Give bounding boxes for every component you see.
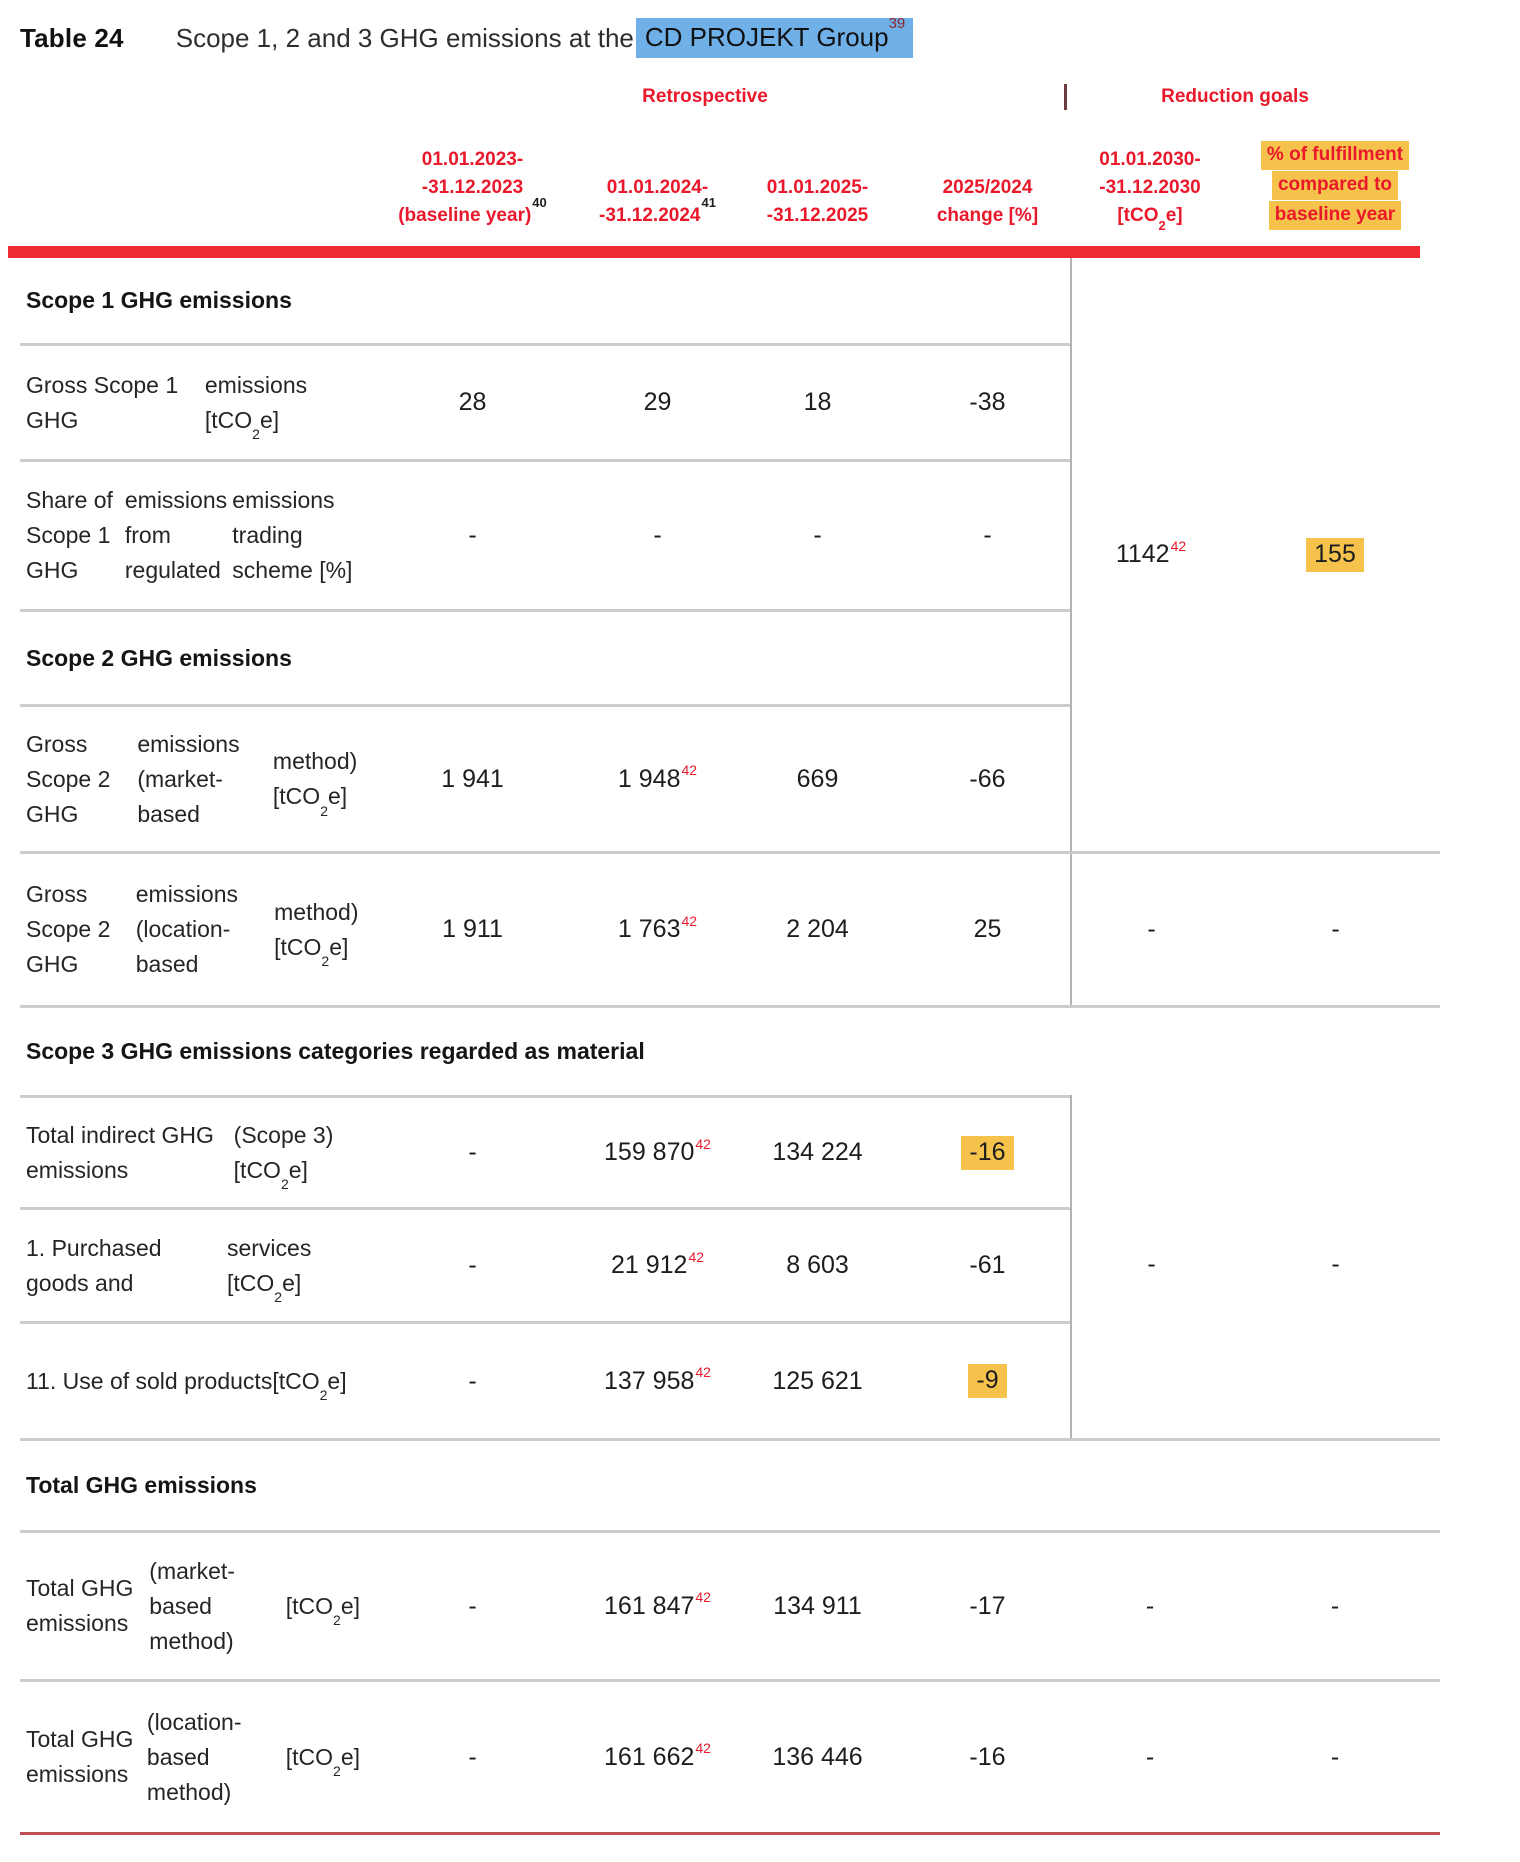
value-change: -66 xyxy=(969,764,1006,793)
value-2025: 134 224 xyxy=(772,1138,863,1166)
section-row-scope2 xyxy=(20,609,1440,704)
value-2024: 137 958 $^{42}$ xyxy=(604,1364,711,1395)
table-row-sold-products xyxy=(20,1321,1440,1438)
column-header-fulfillment: % of fulfillment compared to baseline year xyxy=(1230,140,1440,230)
value-change: -61 xyxy=(969,1251,1006,1279)
table-caption xyxy=(20,15,1500,58)
table-title-highlight: CD PROJEKT Group$^{39}$ xyxy=(636,18,913,58)
header-separator-bar xyxy=(8,246,1420,258)
goal-fulfillment-value: - xyxy=(1330,1591,1340,1620)
header-group-divider xyxy=(1064,84,1067,110)
value-2023: 1 941 xyxy=(441,764,504,793)
value-change: 25 xyxy=(973,915,1002,943)
table-row-total-location xyxy=(20,1679,1440,1832)
value-change-highlighted: -16 xyxy=(905,1098,1070,1207)
section-row-scope1 xyxy=(20,258,1440,343)
table-row-gross-scope2-location xyxy=(20,851,1440,1005)
goal-2030-value: - xyxy=(1145,1742,1155,1771)
row-label: Gross Scope 1 GHG emissions [tCO$_2$e] xyxy=(26,371,308,443)
column-header-2030: 01.01.2030- -31.12.2030 [tCO$_2$e] xyxy=(1099,149,1201,233)
value-2025: 18 xyxy=(803,388,832,416)
goal-2030-value: - xyxy=(1145,1591,1155,1620)
goal-fulfillment-value: - xyxy=(1331,915,1340,943)
table-row-total-market xyxy=(20,1530,1440,1679)
value-2024: 159 870 $^{42}$ xyxy=(604,1135,711,1166)
value-2024: 1 948 $^{42}$ xyxy=(617,762,698,793)
table-row-gross-scope2-market xyxy=(20,704,1440,851)
value-change: -38 xyxy=(969,388,1006,416)
row-label: Total GHG emissions (location-based method) [tCO$_2$e] xyxy=(26,1708,360,1805)
value-2023: 28 xyxy=(458,388,487,416)
footnote-39: 39 xyxy=(888,15,906,33)
value-2025: 2 204 xyxy=(786,915,849,943)
value-2025: 669 xyxy=(796,764,839,793)
goal-2030-value: 1142 $^{42}$ xyxy=(1115,537,1187,568)
row-label: Gross Scope 2 GHG emissions (market-based method) [tCO$_2$e] xyxy=(26,730,358,827)
value-2025: - xyxy=(813,521,822,549)
row-label: 11. Use of sold products [tCO$_2$e] xyxy=(26,1367,347,1404)
value-2023: - xyxy=(468,1591,477,1620)
column-headers xyxy=(20,144,1440,233)
section-title: Scope 1 GHG emissions xyxy=(26,287,292,313)
goal-fulfillment-value: 155 xyxy=(1230,538,1440,572)
goal-fulfillment-value: - xyxy=(1331,1249,1340,1278)
row-label: Total indirect GHG emissions (Scope 3) [tCO$_2$e] xyxy=(26,1121,334,1193)
value-2024: 161 662 $^{42}$ xyxy=(604,1740,711,1771)
goal-2030-value: - xyxy=(1147,1249,1156,1278)
section-row-total xyxy=(20,1438,1440,1530)
value-change: - xyxy=(983,521,992,549)
value-2023: - xyxy=(468,1366,477,1395)
value-2025: 134 911 xyxy=(773,1591,862,1620)
value-2023: - xyxy=(468,1138,477,1166)
section-title: Scope 2 GHG emissions xyxy=(26,644,292,671)
row-label: 1. Purchased goods and services [tCO$_2$e] xyxy=(26,1234,312,1306)
column-header-change: 2025/2024 change [%] xyxy=(936,177,1039,226)
emissions-table xyxy=(20,258,1440,1835)
value-2024: 161 847 $^{42}$ xyxy=(604,1589,711,1620)
value-2024: 21 912 $^{42}$ xyxy=(610,1248,705,1279)
value-2025: 8 603 xyxy=(786,1251,849,1279)
column-header-2024: 01.01.2024- -31.12.2024$^{41}$ xyxy=(599,177,716,226)
value-change-highlighted: -9 xyxy=(905,1324,1070,1438)
section-row-scope3 xyxy=(20,1005,1440,1095)
row-label: Share of Scope 1 GHG emissions from regulated emissions trading scheme [%] xyxy=(26,487,353,583)
value-2024: 1 763 $^{42}$ xyxy=(617,912,698,943)
row-label: Total GHG emissions (market-based method) [tCO$_2$e] xyxy=(26,1557,360,1654)
value-2023: - xyxy=(468,1742,477,1771)
value-change: -17 xyxy=(969,1591,1006,1620)
value-2024: 29 xyxy=(643,388,672,416)
column-header-2025: 01.01.2025- -31.12.2025 xyxy=(766,177,869,226)
group-header-retrospective: Retrospective xyxy=(642,86,768,107)
goal-2030-value: - xyxy=(1147,915,1156,943)
value-2025: 125 621 xyxy=(772,1366,863,1395)
table-row-total-indirect xyxy=(20,1095,1440,1207)
column-header-2023: 01.01.2023- -31.12.2023 (baseline year)$^{40}$ xyxy=(398,149,547,226)
section-title: Total GHG emissions xyxy=(26,1472,257,1498)
table-row-gross-scope1 xyxy=(20,343,1440,459)
table-row-purchased-goods xyxy=(20,1207,1440,1321)
table-row-share-scope1 xyxy=(20,459,1440,609)
table-number: Table 24 xyxy=(20,22,124,53)
section-title: Scope 3 GHG emissions categories regarded as material xyxy=(26,1038,645,1064)
value-2025: 136 446 xyxy=(772,1742,863,1771)
value-change: -16 xyxy=(969,1742,1006,1771)
value-2023: 1 911 xyxy=(442,915,503,943)
value-2023: - xyxy=(468,521,477,549)
table-title-text: Scope 1, 2 and 3 GHG emissions at the xyxy=(175,22,634,53)
group-header-reduction-goals: Reduction goals xyxy=(1161,86,1309,107)
value-2023: - xyxy=(468,1251,477,1279)
goal-fulfillment-value: - xyxy=(1330,1742,1340,1771)
row-label: Gross Scope 2 GHG emissions (location-based method) [tCO$_2$e] xyxy=(26,881,359,977)
value-2024: - xyxy=(653,521,662,549)
